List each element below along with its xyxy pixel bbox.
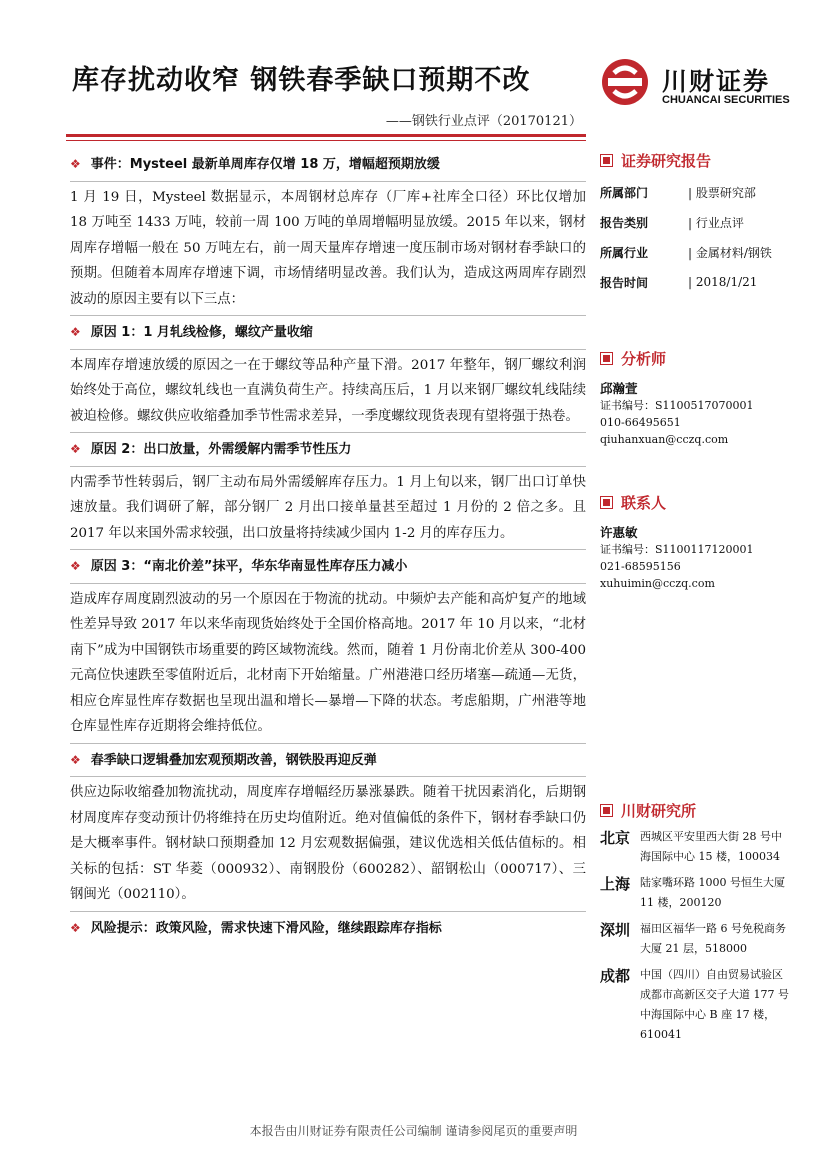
info-row: 所属部门 | 股票研究部 (600, 185, 756, 200)
footer-disclaimer: 本报告由川财证券有限责任公司编制 谨请参阅尾页的重要声明 (249, 1124, 578, 1138)
square-bullet-icon (600, 496, 613, 509)
title-rule (66, 134, 586, 137)
institute-panel (600, 800, 795, 1045)
analyst-panel (600, 348, 795, 448)
section-heading: ❖ 原因 3：“南北价差”抹平，华东华南显性库存压力减小 (70, 554, 586, 580)
office-row: 成都 中国（四川）自由贸易试验区成都市高新区交子大道 177 号中海国际中心 B 座 17 楼，610041 (600, 967, 789, 1041)
office-row: 北京 西城区平安里西大街 28 号中海国际中心 15 楼，100034 (600, 829, 782, 863)
divider (70, 315, 586, 316)
chuancai-logo-icon (600, 57, 650, 107)
diamond-bullet-icon: ❖ (70, 752, 81, 767)
analyst-name: 邱瀚萱 (600, 381, 638, 396)
contact-name: 许惠敏 (600, 525, 638, 540)
page-subtitle: ——钢铁行业点评（20170121） (385, 114, 582, 129)
divider (70, 432, 586, 433)
contact-heading: 联系人 (600, 492, 795, 513)
office-row: 上海 陆家嘴环路 1000 号恒生大厦 11 楼，200120 (600, 875, 785, 909)
diamond-bullet-icon: ❖ (70, 920, 81, 935)
square-bullet-icon (600, 352, 613, 365)
report-info-panel (600, 150, 795, 297)
info-row: 报告时间 | 2018/1/21 (600, 275, 758, 290)
analyst-email[interactable]: qiuhanxuan@cczq.com (600, 433, 729, 446)
logo-text-cn: 川财证券 (662, 67, 771, 96)
section-paragraph: 供应边际收缩叠加物流扰动，周度库存增幅经历暴涨暴跌。随着干扰因素消化，后期钢材周度库存变动预计仍将维持在历史均值附近。绝对值偏低的条件下，钢材春季缺口仍是大概率事件。钢材缺口预期叠加 12 月宏观数据偏强，建议优选相关低估值标的。相关标的包括：ST 华菱（000932）、南钢股份（600282）、韶钢松山（000717）、三钢闽光（002110）。 (70, 785, 586, 902)
analyst-cert: 证书编号：S1100517070001 (600, 399, 754, 412)
section-heading: ❖ 春季缺口逻辑叠加宏观预期改善，钢铁股再迎反弹 (70, 748, 586, 774)
analyst-heading: 分析师 (600, 348, 795, 369)
section-paragraph: 本周库存增速放缓的原因之一在于螺纹等品种产量下滑。2017 年整年，钢厂螺纹利润始终处于高位，螺纹轧线也一直满负荷生产。持续高压后，1 月以来钢厂螺纹轧线陆续被迫检修。螺纹供应收缩叠加季节性需求差异，一季度螺纹现货表现有望将强于热卷。 (70, 357, 586, 424)
diamond-bullet-icon: ❖ (70, 325, 81, 339)
page-title: 库存扰动收窄 钢铁春季缺口预期不改 (72, 65, 531, 96)
square-bullet-icon (600, 804, 613, 817)
office-row: 深圳 福田区福华一路 6 号免税商务大厦 21 层，518000 (600, 921, 786, 955)
divider (70, 911, 586, 912)
analyst-phone: 010-66495651 (600, 416, 681, 429)
contact-panel (600, 492, 795, 592)
divider (70, 583, 586, 584)
main-content (70, 148, 586, 941)
section-heading: ❖ 风险提示：政策风险，需求快速下滑风险，继续跟踪库存指标 (70, 916, 586, 942)
divider (70, 181, 586, 182)
divider (70, 349, 586, 350)
divider (70, 466, 586, 467)
divider (70, 776, 586, 777)
report-info-heading: 证券研究报告 (600, 150, 795, 171)
contact-cert: 证书编号：S1100117120001 (600, 543, 754, 556)
section-heading: ❖ 原因 1：1 月轧线检修，螺纹产量收缩 (70, 320, 586, 346)
square-bullet-icon (600, 154, 613, 167)
logo-text-en: CHUANCAI SECURITIES (662, 94, 790, 106)
info-row: 报告类别 | 行业点评 (600, 215, 744, 230)
info-row: 所属行业 | 金属材料/钢铁 (600, 245, 772, 260)
contact-phone: 021-68595156 (600, 560, 681, 573)
section-paragraph: 1 月 19 日，Mysteel 数据显示，本周钢材总库存（厂库+社库全口径）环比仅增加 18 万吨至 1433 万吨，较前一周 100 万吨的单周增幅明显放缓。2015 年以来，钢材周库存增幅一般在 50 万吨左右，前一周天量库存增速一度压制市场对钢材春季缺口的预期。但随着本周库存增速下调，市场情绪明显改善。我们认为，造成这两周库存剧烈波动的原因主要有以下三点： (70, 189, 586, 307)
diamond-bullet-icon: ❖ (70, 442, 81, 456)
title-rule-thin (66, 140, 586, 141)
divider (70, 549, 586, 550)
diamond-bullet-icon: ❖ (70, 157, 81, 171)
divider (70, 743, 586, 744)
diamond-bullet-icon: ❖ (70, 559, 81, 573)
section-heading: ❖ 事件：Mysteel 最新单周库存仅增 18 万，增幅超预期放缓 (70, 152, 586, 178)
contact-email[interactable]: xuhuimin@cczq.com (600, 577, 715, 590)
institute-heading: 川财研究所 (600, 800, 795, 821)
section-heading: ❖ 原因 2：出口放量，外需缓解内需季节性压力 (70, 437, 586, 463)
section-paragraph: 造成库存周度剧烈波动的另一个原因在于物流的扰动。中频炉去产能和高炉复产的地域性差异导致 2017 年以来华南现货始终处于全国价格高地。2017 年 10 月以来，“北材南下”成为中国钢铁市场重要的跨区域物流线。然而，随着 1 月份南北价差从 300-400 元高位快速跌至零值附近后，北材南下开始缩量。广州港港口经历堵塞—疏通—无货，相应仓库显性库存数据也呈现出温和增长—暴增—下降的状态。考虑船期，广州港等地仓库显性库存近期将会维持低位。 (70, 591, 586, 734)
section-paragraph: 内需季节性转弱后，钢厂主动布局外需缓解库存压力。1 月上旬以来，钢厂出口订单快速放量。我们调研了解，部分钢厂 2 月出口接单量甚至超过 1 月份的 2 倍之多。且 2017 年以来国外需求较强，出口放量将持续减少国内 1-2 月的库存压力。 (70, 474, 586, 541)
